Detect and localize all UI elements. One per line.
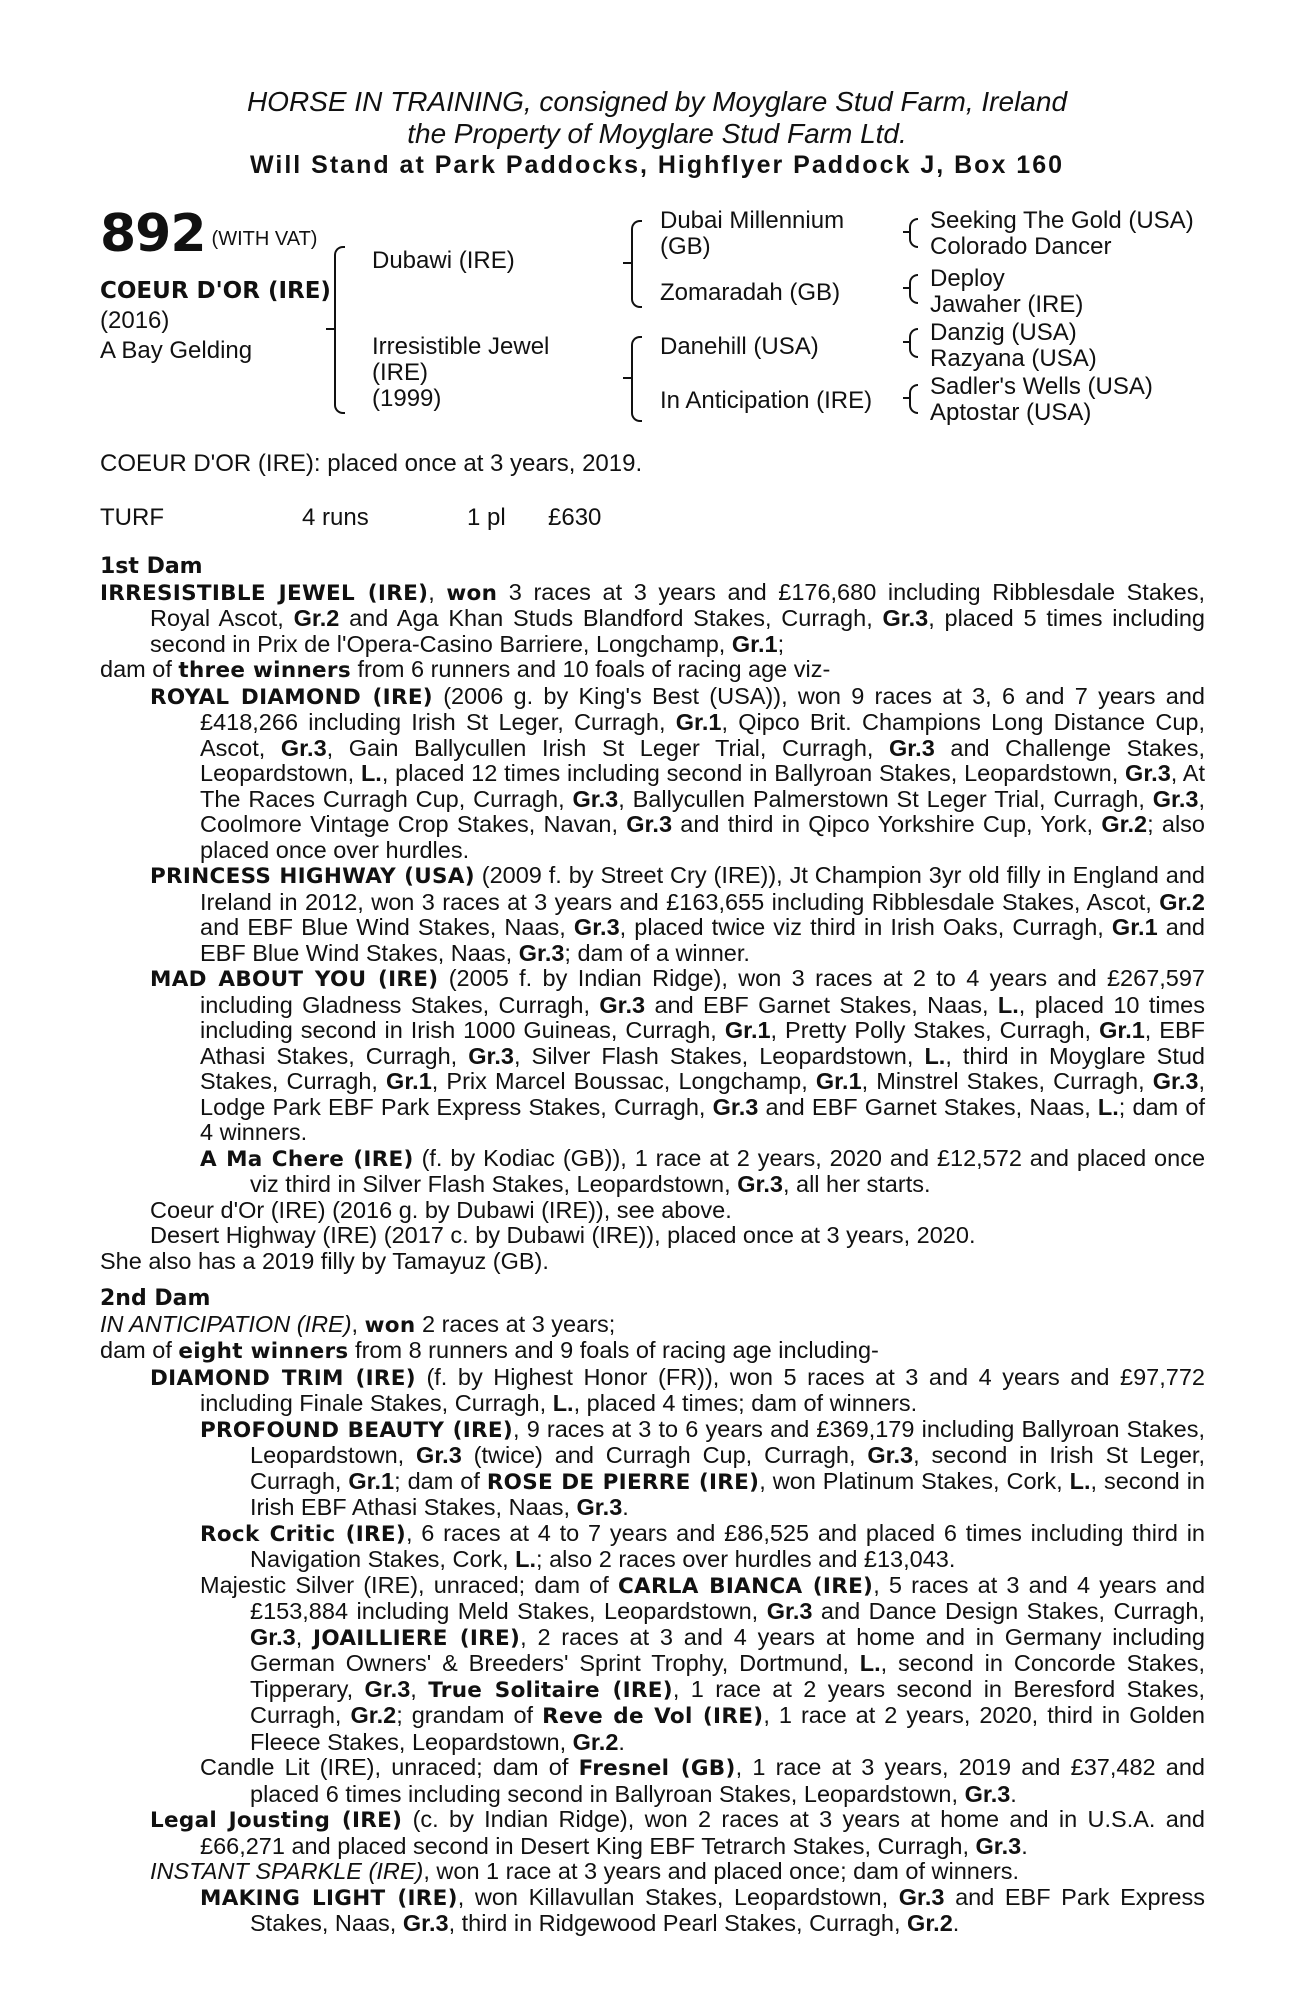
pedigree-brace-dam-mid	[623, 377, 631, 379]
pedigree-brace-sd-mid	[903, 287, 909, 289]
produce-profound-beauty: PROFOUND BEAUTY (IRE), 9 races at 3 to 6 years and £369,179 including Ballyroan Stakes, Leopardstown, Gr.3 (twice) and Curragh Cup, Curragh, Gr.3, second in Irish St Leger, Curragh, Gr.1; dam of ROSE DE PIERRE (IRE), won Platinum Stakes, Cork, L., second in Irish EBF Athasi Stakes, Naas, Gr.3.	[200, 1415, 1206, 1520]
race-summary: COEUR D'OR (IRE): placed once at 3 years, 2019.	[100, 450, 643, 477]
pedigree-gen3-5: Danzig (USA)	[930, 319, 1077, 346]
first-dam-entry: IRRESISTIBLE JEWEL (IRE), won 3 races at 3 years and £176,680 including Ribblesdale Stakes, Royal Ascot, Gr.2 and Aga Khan Studs Blandford Stakes, Curragh, Gr.3, placed 5 times including second in Prix de l'Opera-Casino Barriere, Longchamp, Gr.1;	[100, 578, 1206, 657]
pedigree-brace-ss	[909, 218, 918, 248]
consignor-line: HORSE IN TRAINING, consigned by Moyglare Stud Farm, Ireland	[246, 86, 1068, 117]
pedigree-brace-sd	[909, 274, 918, 304]
vat-note: (WITH VAT)	[211, 228, 318, 250]
produce-making-light: MAKING LIGHT (IRE), won Killavullan Stakes, Leopardstown, Gr.3 and EBF Park Express Stakes, Naas, Gr.3, third in Ridgewood Pearl Stakes, Curragh, Gr.2.	[200, 1883, 1205, 1936]
produce-mad-about-you: MAD ABOUT YOU (IRE) (2005 f. by Indian Ridge), won 3 races at 2 to 4 years and £267,597 including Gladness Stakes, Curragh, Gr.3 and EBF Garnet Stakes, Naas, L., placed 10 times including second in Irish 1000 Guineas, Curragh, Gr.1, Pretty Polly Stakes, Curragh, Gr.1, EBF Athasi Stakes, Curragh, Gr.3, Silver Flash Stakes, Leopardstown, L., third in Moyglare Stud Stakes, Curragh, Gr.1, Prix Marcel Boussac, Longchamp, Gr.1, Minstrel Stakes, Curragh, Gr.3, Lodge Park EBF Park Express Stakes, Curragh, Gr.3 and EBF Garnet Stakes, Naas, L.; dam of 4 winners.	[150, 965, 1206, 1145]
pedigree-brace-dd	[909, 384, 918, 414]
pedigree-gen3-8: Aptostar (USA)	[930, 399, 1092, 426]
produce-2019-filly: She also has a 2019 filly by Tamayuz (GB).	[100, 1247, 549, 1274]
family-text	[100, 552, 1205, 1937]
second-dam-won: won	[364, 1312, 416, 1338]
pedigree-gen3-3: Deploy	[930, 265, 1005, 292]
pedigree-brace-sire	[631, 220, 642, 308]
pedigree-dam-dam: In Anticipation (IRE)	[660, 387, 873, 414]
pedigree-sire-sire-2: (GB)	[660, 233, 711, 260]
second-dam-text: 2 races at 3 years;	[415, 1310, 616, 1337]
lot-number-block	[100, 204, 317, 264]
produce-rock-critic: Rock Critic (IRE), 6 races at 4 to 7 years and £86,525 and placed 6 times including third in Navigation Stakes, Cork, L.; also 2 races over hurdles and £13,043.	[200, 1519, 1205, 1572]
produce-coeur-dor: Coeur d'Or (IRE) (2016 g. by Dubawi (IRE)), see above.	[150, 1196, 732, 1223]
pedigree-dam-3: (1999)	[372, 385, 442, 412]
turf-runs: 4 runs	[302, 504, 369, 531]
pedigree-brace-dam	[631, 336, 642, 422]
horse-description: A Bay Gelding	[100, 337, 253, 364]
first-dam-winner-count: three winners	[178, 658, 351, 683]
pedigree-gen3-1: Seeking The Gold (USA)	[930, 207, 1194, 234]
produce-candle-lit: Candle Lit (IRE), unraced; dam of Fresnel (GB), 1 race at 3 years, 2019 and £37,482 and placed 6 times including second in Ballyroan Stakes, Leopardstown, Gr.3.	[200, 1754, 1205, 1807]
produce-instant-sparkle: INSTANT SPARKLE (IRE), won 1 race at 3 years and placed once; dam of winners.	[150, 1858, 1020, 1884]
horse-year: (2016)	[100, 307, 170, 334]
first-dam-name: IRRESISTIBLE JEWEL (IRE)	[100, 580, 429, 606]
location-line: Will Stand at Park Paddocks, Highflyer Paddock J, Box 160	[250, 151, 1064, 179]
first-dam-text: 3 races at 3 years and £176,680 including Ribblesdale Stakes, Royal Ascot,	[150, 578, 1206, 631]
lot-number: 892	[100, 204, 206, 264]
second-dam-produce: dam of eight winners from 8 runners and 9 foals of racing age including-	[100, 1337, 879, 1364]
produce-legal-jousting: Legal Jousting (IRE) (c. by Indian Ridge), won 2 races at 3 years at home and in U.S.A. and £66,271 and placed second in Desert King EBF Tetrarch Stakes, Curragh, Gr.3.	[150, 1806, 1205, 1859]
pedigree-dam-2: (IRE)	[372, 359, 428, 386]
produce-majestic-silver: Majestic Silver (IRE), unraced; dam of CARLA BIANCA (IRE), 5 races at 3 and 4 years and £153,884 including Meld Stakes, Leopardstown, Gr.3 and Dance Design Stakes, Curragh, Gr.3, JOAILLIERE (IRE), 2 races at 3 and 4 years at home and in Germany including German Owners' & Breeders' Sprint Trophy, Dortmund, L., second in Concorde Stakes, Tipperary, Gr.3, True Solitaire (IRE), 1 race at 2 years second in Beresford Stakes, Curragh, Gr.2; grandam of Reve de Vol (IRE), 1 race at 2 years, 2020, third in Golden Fleece Stakes, Leopardstown, Gr.2.	[200, 1571, 1206, 1755]
second-dam-entry: IN ANTICIPATION (IRE), won 2 races at 3 years;	[100, 1310, 616, 1338]
produce-royal-diamond: ROYAL DIAMOND (IRE) (2006 g. by King's Best (USA)), won 9 races at 3, 6 and 7 years and £418,266 including Irish St Leger, Curragh, Gr.1, Qipco Brit. Champions Long Distance Cup, Ascot, Gr.3, Gain Ballycullen Irish St Leger Trial, Curragh, Gr.3 and Challenge Stakes, Leopardstown, L., placed 12 times including second in Ballyroan Stakes, Leopardstown, Gr.3, At The Races Curragh Cup, Curragh, Gr.3, Ballycullen Palmerstown St Leger Trial, Curragh, Gr.3, Coolmore Vintage Crop Stakes, Navan, Gr.3 and third in Qipco Yorkshire Cup, York, Gr.2; also placed once over hurdles.	[150, 682, 1206, 863]
pedigree-brace-gen1	[334, 246, 345, 414]
pedigree-sire-dam: Zomaradah (GB)	[660, 279, 841, 306]
pedigree-brace-ds-mid	[903, 341, 909, 343]
pedigree-gen3-7: Sadler's Wells (USA)	[930, 373, 1153, 400]
pedigree-sire-sire-1: Dubai Millennium	[660, 207, 845, 234]
first-dam-heading: 1st Dam	[100, 554, 203, 579]
turf-placed: 1 pl	[467, 504, 506, 531]
pedigree-brace-gen1-mid	[326, 328, 334, 330]
produce-princess-highway: PRINCESS HIGHWAY (USA) (2009 f. by Street Cry (IRE)), Jt Champion 3yr old filly in England and Ireland in 2012, won 3 races at 3 years and £163,655 including Ribblesdale Stakes, Ascot, Gr.2 and EBF Blue Wind Stakes, Naas, Gr.3, placed twice viz third in Irish Oaks, Curragh, Gr.1 and EBF Blue Wind Stakes, Naas, Gr.3; dam of a winner.	[150, 862, 1205, 966]
pedigree-sire: Dubawi (IRE)	[372, 247, 515, 274]
pedigree-brace-ss-mid	[903, 231, 909, 233]
pedigree-dam-1: Irresistible Jewel	[372, 333, 550, 360]
pedigree-brace-ds	[909, 328, 918, 358]
pedigree-gen3-4: Jawaher (IRE)	[930, 291, 1084, 318]
property-line: the Property of Moyglare Stud Farm Ltd.	[407, 118, 907, 149]
pedigree-brace-dd-mid	[903, 397, 909, 399]
pedigree-gen3-2: Colorado Dancer	[930, 233, 1112, 260]
first-dam-produce: dam of three winners from 6 runners and 10 foals of racing age viz-	[100, 656, 831, 683]
second-dam-name: IN ANTICIPATION (IRE)	[100, 1310, 352, 1337]
produce-desert-highway: Desert Highway (IRE) (2017 c. by Dubawi (IRE)), placed once at 3 years, 2020.	[150, 1222, 976, 1248]
produce-a-ma-chere: A Ma Chere (IRE) (f. by Kodiac (GB)), 1 race at 2 years, 2020 and £12,572 and placed once viz third in Silver Flash Stakes, Leopardstown, Gr.3, all her starts.	[200, 1144, 1206, 1197]
horse-info	[100, 276, 331, 366]
pedigree-dam-sire: Danehill (USA)	[660, 333, 819, 360]
pedigree-gen3-6: Razyana (USA)	[930, 345, 1097, 372]
produce-diamond-trim: DIAMOND TRIM (IRE) (f. by Highest Honor (FR)), won 5 races at 3 and 4 years and £97,772 including Finale Stakes, Curragh, L., placed 4 times; dam of winners.	[150, 1363, 1205, 1416]
second-dam-heading: 2nd Dam	[100, 1286, 211, 1311]
pedigree-brace-sire-mid	[623, 262, 631, 264]
turf-label: TURF	[100, 504, 164, 531]
turf-earnings: £630	[548, 504, 602, 531]
first-dam-won: won	[446, 580, 498, 606]
second-dam-winner-count: eight winners	[178, 1339, 349, 1364]
horse-name: COEUR D'OR (IRE)	[100, 278, 331, 304]
